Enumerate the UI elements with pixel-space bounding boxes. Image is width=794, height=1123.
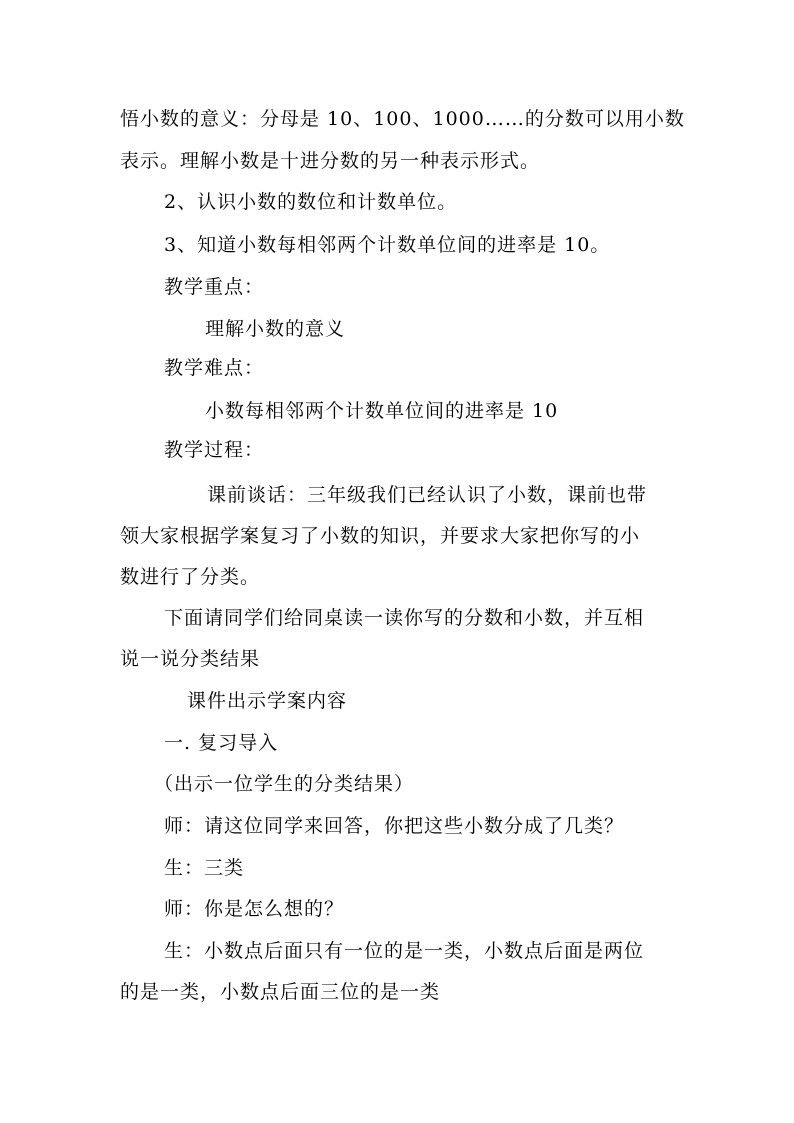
text-line-6: 理解小数的意义 (205, 318, 346, 340)
text-line-1: 悟小数的意义：分母是 10、100、1000……的分数可以用小数 (120, 108, 685, 130)
text-line-8: 小数每相邻两个计数单位间的进率是 10 (205, 400, 559, 422)
text-line-5: 教学重点： (164, 276, 265, 298)
text-line-10: 课前谈话：三年级我们已经认识了小数，课前也带 (207, 484, 648, 506)
text-line-16: 一. 复习导入 (164, 732, 279, 754)
text-line-19: 生：三类 (164, 857, 245, 879)
text-line-4: 3、知道小数每相邻两个计数单位间的进率是 10。 (164, 234, 611, 256)
text-line-18: 师：请这位同学来回答，你把这些小数分成了几类？ (164, 815, 625, 837)
text-line-12: 数进行了分类。 (120, 566, 261, 588)
text-line-20: 师：你是怎么想的？ (164, 898, 345, 920)
text-line-14: 说一说分类结果 (120, 648, 261, 670)
text-line-13: 下面请同学们给同桌读一读你写的分数和小数，并互相 (164, 607, 645, 629)
text-line-9: 教学过程： (164, 439, 265, 461)
text-line-7: 教学难点： (164, 357, 265, 379)
text-line-11: 领大家根据学案复习了小数的知识，并要求大家把你写的小 (120, 525, 641, 547)
text-line-21: 生：小数点后面只有一位的是一类，小数点后面是两位 (164, 940, 645, 962)
text-line-15: 课件出示学案内容 (187, 690, 348, 712)
text-line-2: 表示。理解小数是十进分数的另一种表示形式。 (120, 150, 541, 172)
text-line-17: （出示一位学生的分类结果） (154, 773, 415, 795)
text-line-22: 的是一类，小数点后面三位的是一类 (120, 981, 441, 1003)
text-line-3: 2、认识小数的数位和计数单位。 (164, 191, 458, 213)
